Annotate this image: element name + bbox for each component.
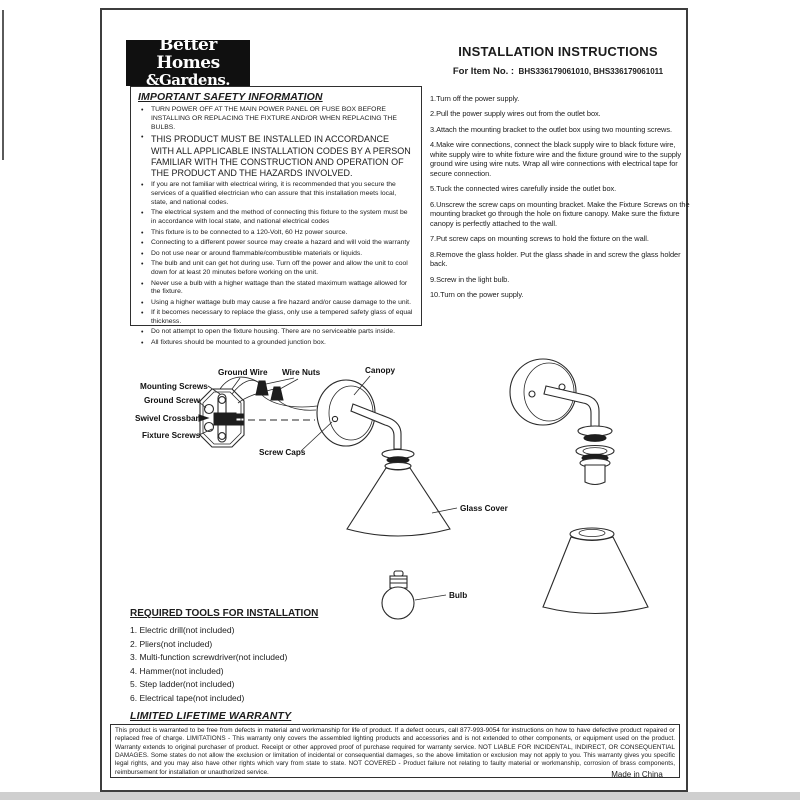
bullet-icon: • — [141, 250, 144, 258]
step-7: 7.Put screw caps on mounting screws to hold the fixture on the wall. — [430, 234, 649, 244]
mounting-bracket-drawing — [200, 389, 315, 447]
tools-list — [130, 624, 430, 706]
step-8: 8.Remove the glass holder. Put the glass shade in and screw the glass holder back. — [430, 249, 681, 269]
safety-bullet — [138, 239, 414, 248]
step-1: 1.Turn off the power supply. — [430, 94, 520, 103]
safety-bullet-text: The bulb and unit can get hot during use. Turn off the power and allow the unit to cool down for at least 20 minutes before working on the unit. — [151, 260, 408, 277]
item-number-label: For Item No. : — [452, 66, 515, 77]
safety-bullet-text: The electrical system and the method of connecting this fixture to the system must be in accordance with local state, and national electrical codes — [151, 209, 408, 226]
label-screw-caps: Screw Caps — [259, 448, 306, 457]
step-5: 5.Tuck the connected wires carefully inside the outlet box. — [430, 184, 617, 194]
label-ground-wire: Ground Wire — [218, 368, 268, 377]
bullet-icon: • — [141, 229, 144, 237]
warranty-title: LIMITED LIFETIME WARRANTY — [130, 710, 292, 722]
safety-bullet-text: If you are not familiar with electrical wiring, it is recommended that you secure the services of a qualified electrician who can assure that this installation meets local, state, and national codes. — [151, 181, 397, 207]
label-mounting-screws: Mounting Screws — [140, 382, 208, 391]
safety-bullet-text: Connecting to a different power source may create a hazard and will void the warranty — [151, 239, 410, 247]
label-glass-cover: Glass Cover — [460, 504, 508, 513]
warranty-box — [110, 724, 680, 778]
safety-bullet-text: TURN POWER OFF AT THE MAIN POWER PANEL OR FUSE BOX BEFORE INSTALLING OR REPLACING THE FIXTURE AND/OR WHEN REPLACING THE BULBS. — [151, 106, 397, 131]
bullet-icon: • — [141, 134, 144, 142]
step-2: 2.Pull the power supply wires out from the outlet box. — [430, 109, 601, 119]
brand-logo — [126, 35, 250, 89]
item-numbers: BHS336179061010, BHS336179061011 — [518, 67, 664, 76]
label-swivel-crossbar: Swivel Crossbar — [135, 414, 199, 423]
safety-information-box — [130, 86, 422, 348]
step-4: 4.Make wire connections, connect the black supply wire to black fixture wire, white supply wire to white fixture wire and the fixture ground wire to the supply ground wire using wire nuts. Wrap all wire connections with electrical tape for secure connection. — [430, 139, 682, 179]
bullet-icon: • — [141, 299, 144, 307]
diagram-svg — [102, 337, 690, 649]
tool-item: 5. Step ladder(not included) — [130, 679, 235, 690]
bullet-icon: • — [141, 210, 144, 218]
scan-bottom-strip — [0, 792, 800, 800]
bullet-icon: • — [141, 240, 144, 248]
bullet-icon: • — [141, 340, 144, 348]
safety-bullet-text: This fixture is to be connected to a 120-Volt, 60 Hz power source. — [151, 228, 348, 236]
bullet-icon: • — [141, 107, 144, 114]
label-ground-screw: Ground Screw — [144, 396, 200, 405]
wire-nut-icon — [256, 381, 268, 395]
tool-item: 3. Multi-function screwdriver(not included) — [130, 652, 288, 663]
safety-bullet-text: Do not use near or around flammable/combustible materials or liquids. — [151, 249, 363, 257]
safety-bullet-text: All fixtures should be mounted to a grounded junction box. — [151, 339, 326, 347]
exploded-fixture-drawing — [510, 359, 648, 614]
fixture-assembly-diagram — [102, 337, 690, 649]
header — [432, 44, 684, 79]
step-10: 10.Turn on the power supply. — [430, 289, 524, 299]
safety-title: IMPORTANT SAFETY INFORMATION — [138, 91, 323, 103]
bullet-icon: • — [141, 329, 144, 337]
safety-bullet-text: Never use a bulb with a higher wattage than the stated maximum wattage allowed for the fixture. — [151, 279, 408, 296]
warranty-text: This product is warranted to be free from defects in material and workmanship for life of product. If a defect occurs, call 877-993-9054 for instructions on how to have defective product repaired or replaced free of charge. LIMITATIONS - This warranty only covers the assembled lighting products and accessories and is not extended to other components, or equipment used on the product. Warranty extends to original purchaser of product. Receipt or other approved proof of purchase required for warranty service. NOT LIABLE FOR INCIDENTAL, INDIRECT, OR CONSEQUENTIAL DAMAGES. Some states do not allow the exclusion or limitation of incidental or consequential damages, so the above limitation or exclusion may not apply to you. This warranty gives you specific legal rights, and you may also have other rights which vary from state to state. NOT COVERED - Product failure not relating to faulty material or workmanship, corrosion of brass components, reimbursement for installation or unauthorized service. — [115, 727, 675, 776]
tool-item: 1. Electric drill(not included) — [130, 625, 235, 635]
bullet-icon: • — [141, 310, 144, 318]
tool-item: 6. Electrical tape(not included) — [130, 692, 245, 703]
safety-bullet-text: Do not attempt to open the fixture housing. There are no serviceable parts inside. — [151, 328, 395, 336]
step-3: 3.Attach the mounting bracket to the outlet box using two mounting screws. — [430, 124, 672, 134]
safety-bullet — [138, 134, 414, 179]
bullet-icon: • — [141, 261, 144, 269]
safety-bullet — [138, 260, 414, 278]
canopy-arm-drawing — [317, 380, 414, 463]
made-in-label: Made in China — [611, 770, 663, 779]
step-6: 6.Unscrew the screw caps on mounting bracket. Make the Fixture Screws on the mounting bracket go through the hole on fixture canopy. Make sure the fixture canopy is perfectly attached to the wall. — [430, 199, 690, 229]
installation-steps — [430, 94, 690, 305]
safety-bullet — [138, 299, 414, 308]
label-fixture-screws: Fixture Screws — [142, 431, 201, 440]
tool-item: 4. Hammer(not included) — [130, 665, 224, 676]
safety-bullet-text: THIS PRODUCT MUST BE INSTALLED IN ACCORDANCE WITH ALL APPLICABLE INSTALLATION CODES BY A PERSON FAMILIAR WITH THE CONSTRUCTION AND OPERATION OF THE PRODUCT AND THE HAZARDS INVOLVED. — [151, 134, 411, 179]
safety-bullet-text: If it becomes necessary to replace the glass, only use a tempered safety glass of equal thickness. — [151, 309, 413, 326]
label-bulb: Bulb — [449, 591, 468, 600]
required-tools-section — [130, 608, 430, 706]
scan-edge-artifact — [2, 10, 4, 160]
safety-bullet-text: Using a higher wattage bulb may cause a fire hazard and/or cause damage to the unit. — [151, 298, 411, 306]
bullet-icon: • — [141, 280, 144, 288]
safety-bullet — [138, 250, 414, 259]
item-number-line — [432, 61, 684, 79]
safety-bullet — [138, 309, 414, 327]
safety-bullet — [138, 209, 414, 227]
tool-item: 2. Pliers(not included) — [130, 638, 213, 649]
label-canopy: Canopy — [365, 366, 396, 375]
safety-bullet — [138, 229, 414, 238]
page-title: INSTALLATION INSTRUCTIONS — [458, 44, 658, 59]
step-9: 9.Screw in the light bulb. — [430, 274, 510, 284]
safety-bullet — [138, 106, 414, 132]
safety-bullet — [138, 181, 414, 207]
tools-title: REQUIRED TOOLS FOR INSTALLATION — [130, 608, 319, 619]
safety-bullet — [138, 280, 414, 298]
document-page — [100, 8, 688, 792]
bullet-icon: • — [141, 182, 144, 190]
brand-logo-line1: Better Homes — [156, 35, 220, 74]
brand-logo-line2: &Gardens. — [145, 70, 231, 89]
label-wire-nuts: Wire Nuts — [282, 368, 321, 377]
glass-shade-drawing — [347, 462, 450, 536]
